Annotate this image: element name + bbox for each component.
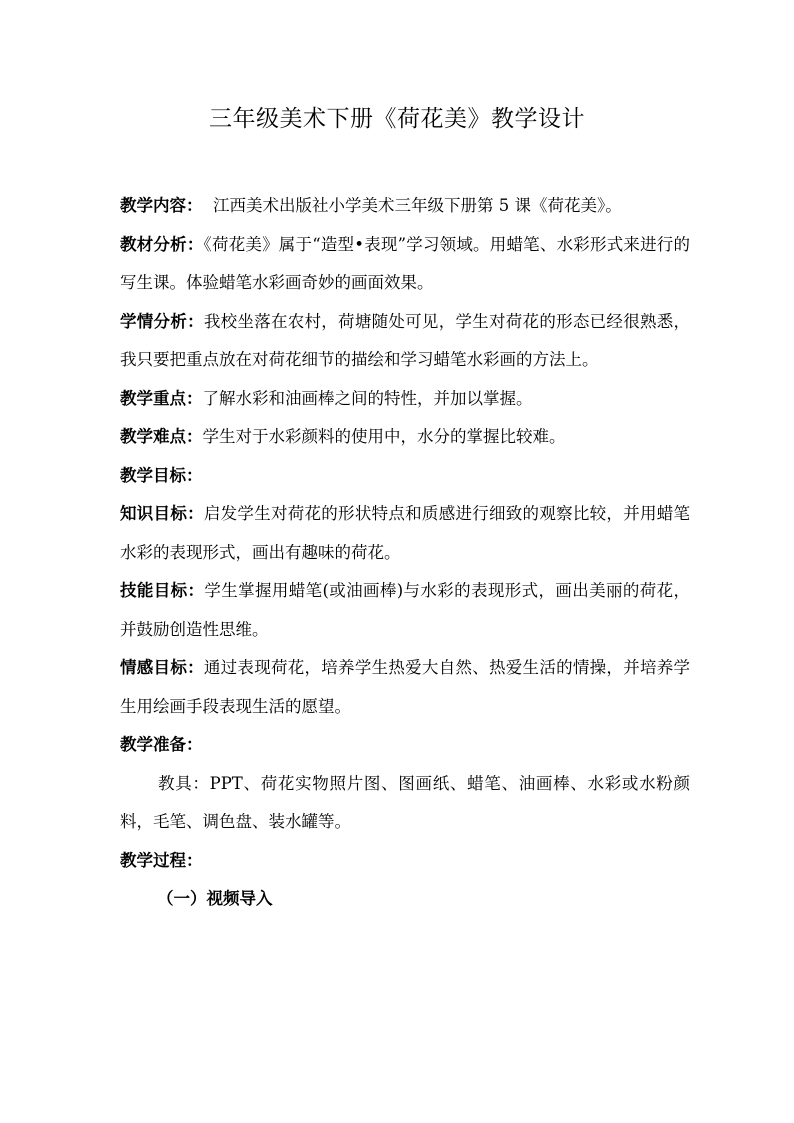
section-text: 启发学生对荷花的形状特点和质感进行细致的观察比较，并用蜡笔水彩的表现形式，画出有趣味的荷花。 <box>120 504 691 562</box>
section-label: 教学难点： <box>120 427 203 446</box>
section-text: 学生对于水彩颜料的使用中，水分的掌握比较难。 <box>202 427 566 446</box>
section-preparation <box>120 726 690 765</box>
section-text: 我校坐落在农村，荷塘随处可见，学生对荷花的形态已经很熟悉，我只要把重点放在对荷花细节的描绘和学习蜡笔水彩画的方法上。 <box>120 311 691 369</box>
section-emotion-objective <box>120 649 690 726</box>
section-label: 教学准备： <box>120 735 203 754</box>
section-student-analysis <box>120 303 690 380</box>
section-label: 情感目标： <box>120 658 204 677</box>
section-text: 《荷花美》属于“造型•表现”学习领域。用蜡笔、水彩形式来进行的写生课。体验蜡笔水彩画奇妙的画面效果。 <box>120 234 691 292</box>
section-knowledge-objective <box>120 495 690 572</box>
section-label: 教材分析： <box>120 234 204 254</box>
preparation-text: 教具：PPT、荷花实物照片图、图画纸、蜡笔、油画棒、水彩或水粉颜料，毛笔、调色盘、装水罐等。 <box>120 773 690 831</box>
section-difficulties <box>120 418 690 457</box>
section-text: 通过表现荷花，培养学生热爱大自然、热爱生活的情操，并培养学生用绘画手段表现生活的愿望。 <box>120 658 691 716</box>
section-key-points <box>120 380 690 419</box>
section-label: 教学重点： <box>120 388 203 408</box>
section-text: 学生掌握用蜡笔(或油画棒)与水彩的表现形式，画出美丽的荷花，并鼓励创造性思维。 <box>120 581 691 639</box>
document-body <box>120 187 690 919</box>
section-material-analysis <box>120 226 690 303</box>
section-label: 技能目标： <box>120 581 205 600</box>
section-teaching-content <box>120 187 690 226</box>
process-label: 教学过程： <box>120 850 203 870</box>
section-objectives <box>120 457 690 496</box>
section-text: 了解水彩和油画棒之间的特性，并加以掌握。 <box>202 388 533 408</box>
section-text: 江西美术出版社小学美术三年级下册第 5 课《荷花美》。 <box>202 196 622 215</box>
section-label: 知识目标： <box>120 504 204 523</box>
section-label: 学情分析： <box>120 311 204 331</box>
section-label: 教学内容： <box>120 196 203 215</box>
section-skill-objective <box>120 572 690 649</box>
section-label: 教学目标： <box>120 465 203 485</box>
step-video-intro: （一）视频导入 <box>157 889 273 908</box>
document-title: 三年级美术下册《荷花美》教学设计 <box>209 106 585 132</box>
